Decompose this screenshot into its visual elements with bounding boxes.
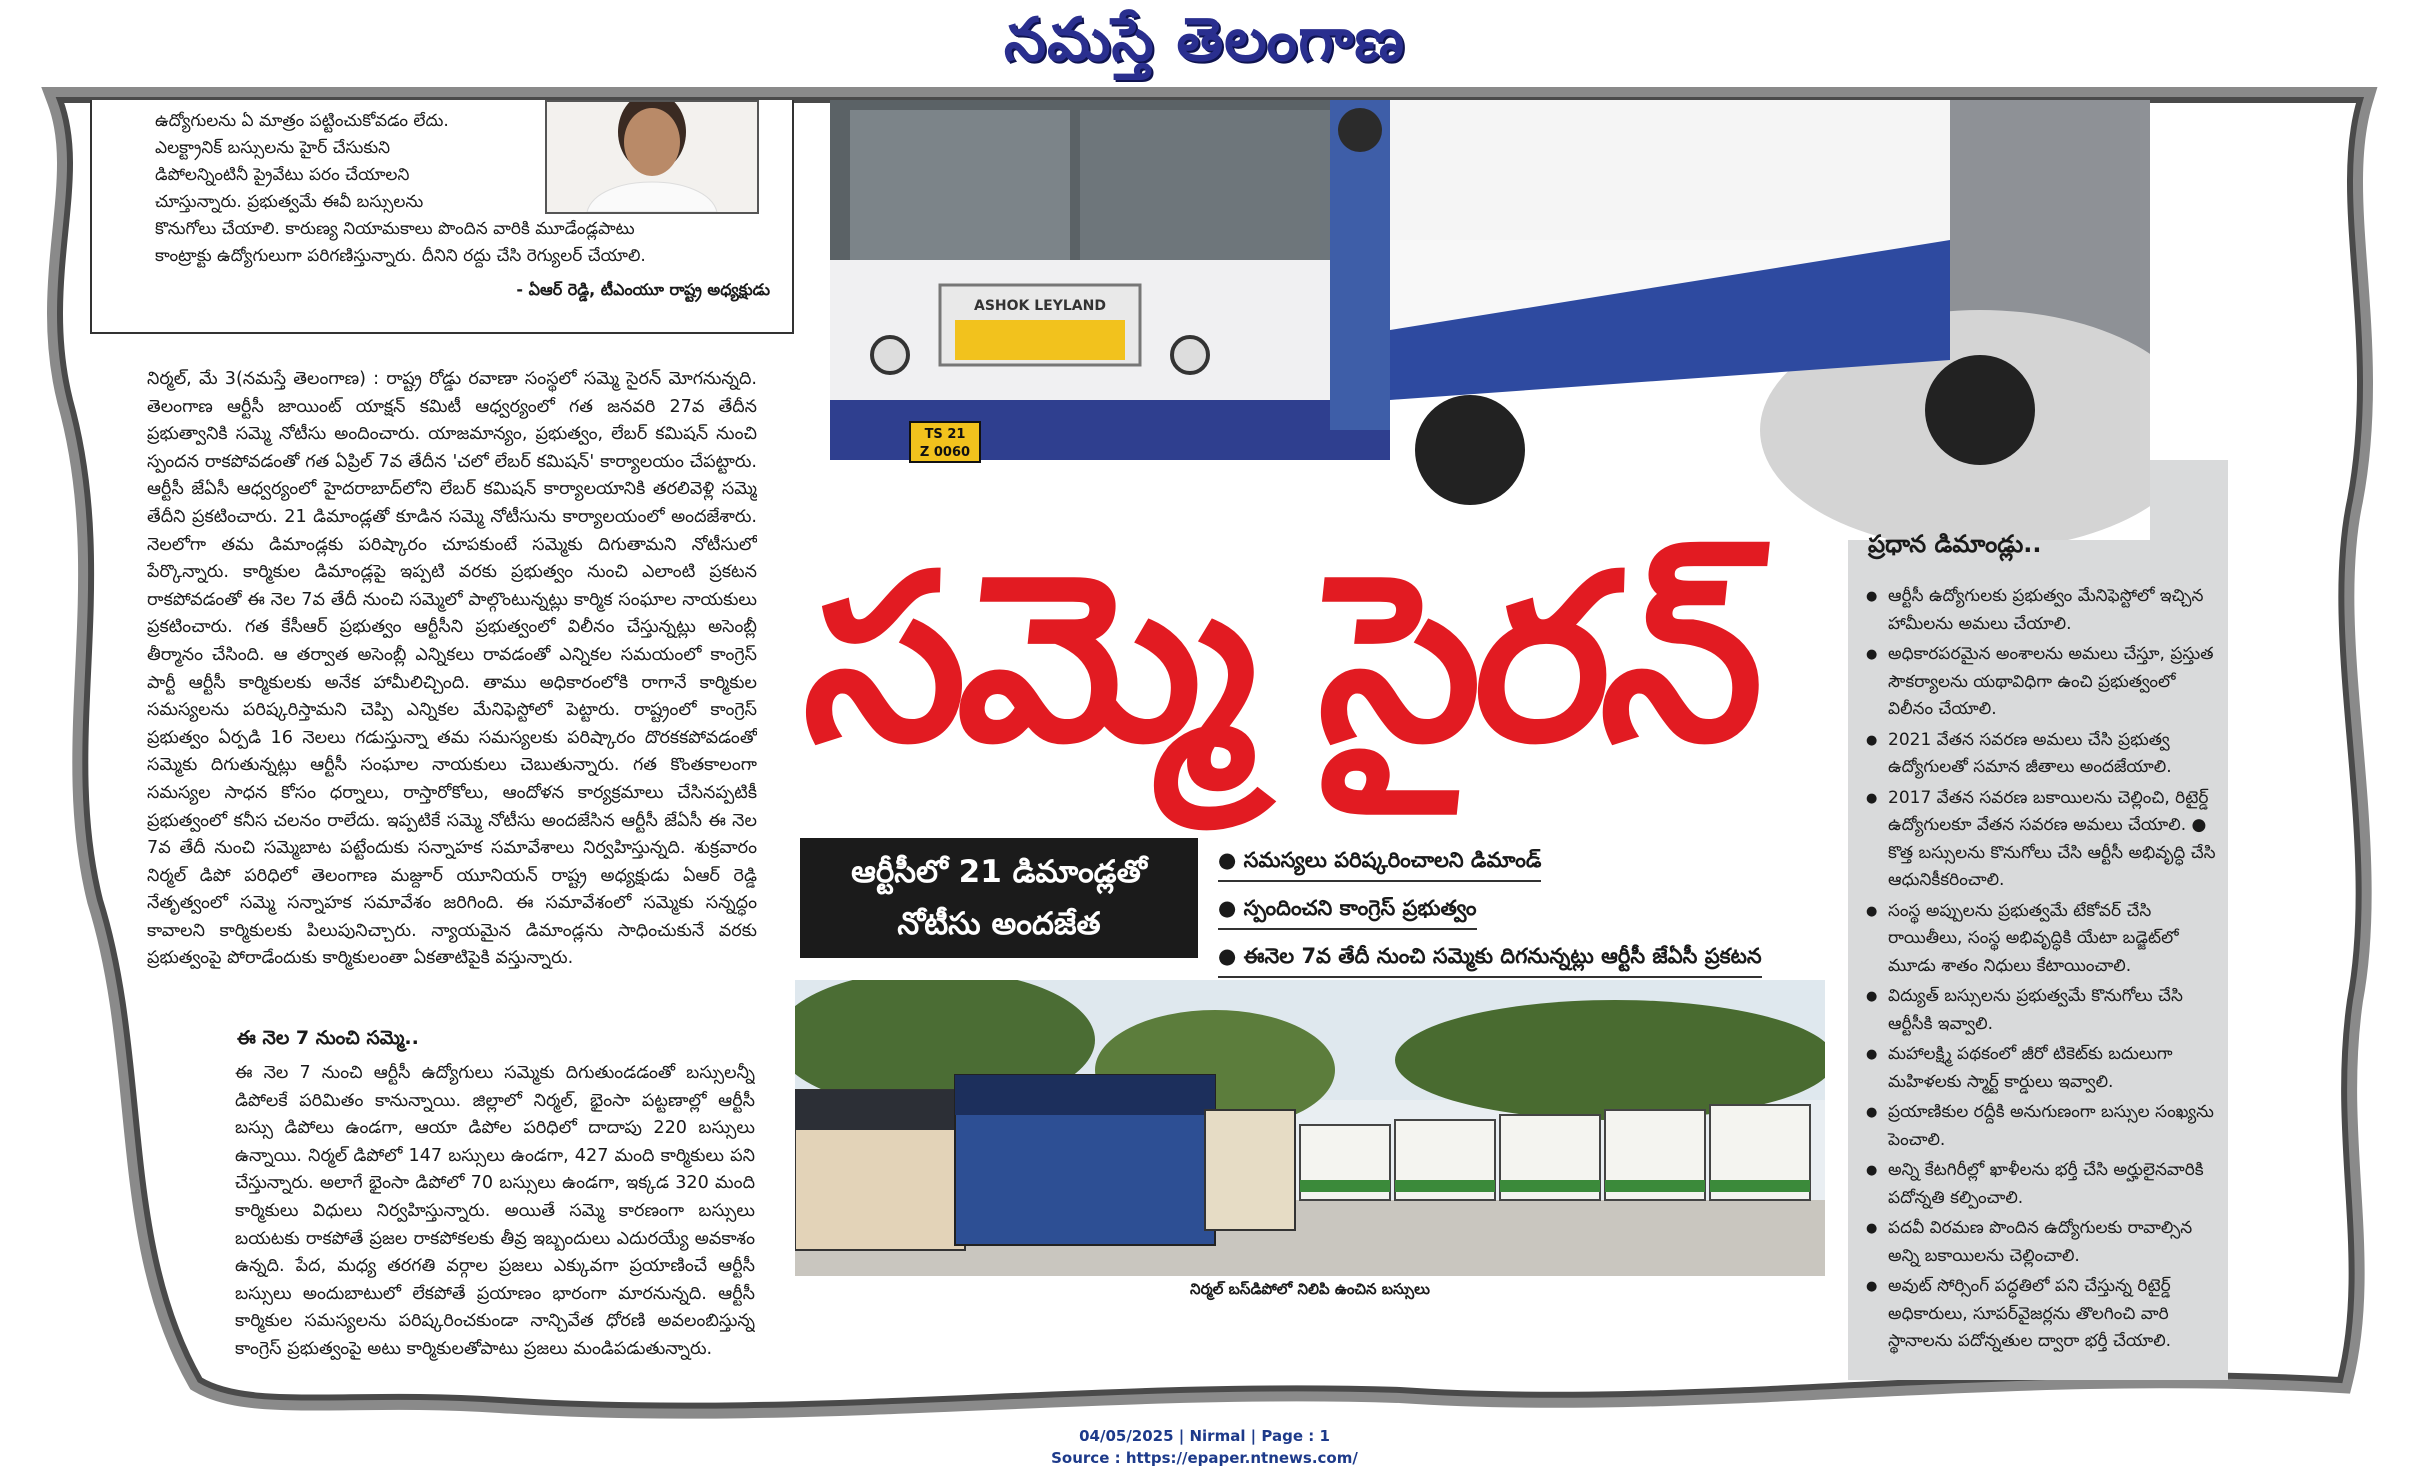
banner-line-1: ఆర్టీసీలో 21 డిమాండ్లతో xyxy=(851,854,1147,890)
demand-item: ● 2021 వేతన సవరణ అమలు చేసి ప్రభుత్వ ఉద్యోగులతో సమాన జీతాలు అందజేయాలి. xyxy=(1866,727,2216,782)
quote-line: కాంట్రాక్టు ఉద్యోగులుగా పరిగణిస్తున్నారు. దీనిని రద్దు చేసి రెగ్యులర్ చేయాలి. xyxy=(155,246,646,266)
demand-item: ● అన్ని కేటగిరీల్లో ఖాళీలను భర్తీ చేసి అర్హులైనవారికి పదోన్నతి కల్పించాలి. xyxy=(1866,1157,2216,1212)
quote-line: ఎలక్ట్రానిక్ బస్సులను హైర్ చేసుకుని xyxy=(155,138,391,158)
footer-date-edition: 04/05/2025 | Nirmal | Page : 1 xyxy=(1079,1427,1330,1445)
quote-line: చూస్తున్నారు. ప్రభుత్వమే ఈవీ బస్సులను xyxy=(155,192,424,212)
depot-photo-caption: నిర్మల్ బస్‌డిపోలో నిలిపి ఉంచిన బస్సులు xyxy=(1190,1280,1430,1298)
headline xyxy=(794,520,1808,820)
footer-source-link[interactable]: Source : https://epaper.ntnews.com/ xyxy=(1051,1449,1358,1467)
quote-line: ఉద్యోగులను ఏ మాత్రం పట్టించుకోవడం లేదు. xyxy=(155,111,449,131)
plate-line-1: TS 21 xyxy=(924,427,966,442)
depot-buses-illustration xyxy=(795,980,1825,1276)
demands-title: ప్రధాన డిమాండ్లు.. xyxy=(1868,530,2042,558)
banner-line-2: నోటీసు అందజేత xyxy=(897,906,1101,942)
demands-list xyxy=(1866,583,2216,1359)
demand-item: ● ప్రయాణికుల రద్దీకి అనుగుణంగా బస్సుల సంఖ్యను పెంచాలి. xyxy=(1866,1099,2216,1154)
quote-signature: - ఏఆర్ రెడ్డి, టీఎంయూ రాష్ట్ర అధ్యక్షుడు xyxy=(516,280,770,299)
bus-illustration xyxy=(830,100,2150,540)
demand-item: ● ఆర్టీసీ ఉద్యోగులకు ప్రభుత్వం మేనిఫెస్టోలో ఇచ్చిన హామీలను అమలు చేయాలి. xyxy=(1866,583,2216,638)
demand-item: ● మహాలక్ష్మి పథకంలో జీరో టికెట్‌కు బదులుగా మహిళలకు స్మార్ట్ కార్డులు ఇవ్వాలి. xyxy=(1866,1041,2216,1096)
demand-item: ● పదవీ విరమణ పొందిన ఉద్యోగులకు రావాల్సిన అన్ని బకాయిలను చెల్లించాలి. xyxy=(1866,1215,2216,1270)
page-footer xyxy=(0,1425,2409,1469)
quote-line: డిపోలన్నింటినీ ప్రైవేటు పరం చేయాలని xyxy=(155,165,410,185)
notice-banner xyxy=(800,838,1198,958)
demand-item: ● విద్యుత్ బస్సులను ప్రభుత్వమే కొనుగోలు చేసి ఆర్టీసీకి ఇవ్వాలి. xyxy=(1866,983,2216,1038)
masthead xyxy=(0,0,2409,80)
article-subhead: ఈ నెల 7 నుంచి సమ్మె.. xyxy=(237,1027,419,1049)
headline-text: సమ్మె సైరన్ xyxy=(794,526,1773,793)
article-body xyxy=(147,366,757,1061)
demand-item: ● అధికారపరమైన అంశాలను అమలు చేస్తూ, ప్రస్తుత సౌకర్యాలను యథావిధిగా ఉంచి ప్రభుత్వంలో విలీనం చేయాలి. xyxy=(1866,641,2216,724)
highlight-item: ● సమస్యలు పరిష్కరించాలని డిమాండ్ xyxy=(1218,840,1541,882)
demand-item: ● అవుట్ సోర్సింగ్ పద్ధతిలో పని చేస్తున్న రిటైర్డ్ అధికారులు, సూపర్‌వైజర్లను తొలగించి వారి స్థానాలను పదోన్నతుల ద్వారా భర్తీ చేయాలి. xyxy=(1866,1273,2216,1356)
bus-photo xyxy=(830,100,2150,540)
quote-line: కొనుగోలు చేయాలి. కారుణ్య నియామకాలు పొందిన వారికి మూడేండ్లపాటు xyxy=(155,219,635,239)
highlight-bullets xyxy=(1218,840,1858,984)
depot-photo xyxy=(795,980,1825,1276)
quote-text xyxy=(155,108,715,270)
demand-item: ● సంస్థ అప్పులను ప్రభుత్వమే టేకోవర్ చేసి రాయితీలు, సంస్థ అభివృద్ధికి యేటా బడ్జెట్‌లో మూడు శాతం నిధులు కేటాయించాలి. xyxy=(1866,898,2216,981)
plate-line-2: Z 0060 xyxy=(919,445,971,460)
bus-brand: ASHOK LEYLAND xyxy=(974,298,1106,314)
newspaper-title: నమస్తే తెలంగాణ xyxy=(1003,5,1406,75)
article-paragraph-1: నిర్మల్, మే 3(నమస్తే తెలంగాణ) : రాష్ట్ర రోడ్డు రవాణా సంస్థలో సమ్మె సైరన్ మోగనున్నది. తెలంగాణ ఆర్టీసీ జాయింట్ యాక్షన్ కమిటీ ఆధ్వర్యంలో గత జనవరి 27వ తేదీన ప్రభుత్వానికి సమ్మె నోటీసు అందించారు. యాజమాన్యం, ప్రభుత్వం, లేబర్ కమిషన్ నుంచి స్పందన రాకపోవడంతో గత ఏప్రిల్ 7వ తేదీన 'చలో లేబర్ కమిషన్' కార్యాలయం చేపట్టారు. ఆర్టీసీ జేఏసీ ఆధ్వర్యంలో హైదరాబాద్‌లోని లేబర్ కమిషన్ కార్యాలయానికి తరలివెళ్లి సమ్మె తేదీని ప్రకటించారు. 21 డిమాండ్లతో కూడిన సమ్మె నోటీసును కార్యాలయంలో అందజేశారు. నెలలోగా తమ డిమాండ్లకు పరిష్కారం చూపకుంటే సమ్మెకు దిగుతామని నోటీసులో పేర్కొన్నారు. కార్మికుల డిమాండ్లపై ఇప్పటి వరకు ప్రభుత్వం నుంచి ఎలాంటి ప్రకటన రాకపోవడంతో ఈ నెల 7వ తేదీ నుంచి సమ్మెలో పాల్గొంటున్నట్లు కార్మిక సంఘాల నాయకులు ప్రకటించారు. గత కేసీఆర్ ప్రభుత్వం ఆర్టీసీని ప్రభుత్వంలో విలీనం చేస్తున్నట్లు అసెంబ్లీ తీర్మానం చేసింది. ఆ తర్వాత అసెంబ్లీ ఎన్నికలు రావడంతో ఎన్నికల సమయంలో కాంగ్రెస్ పార్టీ ఆర్టీసీ కార్మికులకు అనేక హామీలిచ్చింది. తాము అధికారంలోకి రాగానే కార్మికుల సమస్యలను పరిష్కరిస్తామని చెప్పి ఎన్నికల మేనిఫెస్టోలో పెట్టారు. రాష్ట్రంలో కాంగ్రెస్ ప్రభుత్వం ఏర్పడి 16 నెలలు గడుస్తున్నా తమ సమస్యలకు పరిష్కారం దొరకకపోవడంతో సమ్మెకు దిగుతున్నట్లు ఆర్టీసీ సంఘాల నాయకులు చెబుతున్నారు. గత కొంతకాలంగా సమస్యల సాధన కోసం ధర్నాలు, రాస్తారోకోలు, ఆందోళన కార్యక్రమాలు చేసినప్పటికీ ప్రభుత్వంలో కనీస చలనం రాలేదు. ఇప్పటికే సమ్మె నోటీసు అందజేసిన ఆర్టీసీ జేఏసీ ఈ నెల 7వ తేదీ నుంచి సమ్మెబాట పట్టేందుకు సన్నాహక సమావేశాలు నిర్వహిస్తున్నది. శుక్రవారం నిర్మల్ డిపో పరిధిలో తెలంగాణ మజ్దూర్ యూనియన్ రాష్ట్ర అధ్యక్షుడు ఏఆర్ రెడ్డి నేతృత్వంలో సమ్మె సన్నాహక సమావేశం జరిగింది. ఈ సమావేశంలో సమ్మెకు సన్నద్ధం కావాలని కార్మికులకు పిలుపునిచ్చారు. న్యాయమైన డిమాండ్లను సాధించుకునే వరకు ప్రభుత్వంపై పోరాడేందుకు కార్మికులంతా ఏకతాటిపైకి వస్తున్నారు. xyxy=(147,369,757,969)
demand-item: ● 2017 వేతన సవరణ బకాయిలను చెల్లించి, రిటైర్డ్ ఉద్యోగులకూ వేతన సవరణ అమలు చేయాలి. ● కొత్త బస్సులను కొనుగోలు చేసి ఆర్టీసీ అభివృద్ధి చేసి ఆధునికీకరించాలి. xyxy=(1866,785,2216,895)
article-paragraph-2: ఈ నెల 7 నుంచి ఆర్టీసీ ఉద్యోగులు సమ్మెకు దిగుతుండడంతో బస్సులన్నీ డిపోలకే పరిమితం కానున్నాయి. జిల్లాలో నిర్మల్, భైంసా పట్టణాల్లో ఆర్టీసీ బస్సు డిపోలు ఉండగా, ఆయా డిపోల పరిధిలో దాదాపు 220 బస్సులు ఉన్నాయి. నిర్మల్ డిపోలో 147 బస్సులు ఉండగా, 427 మంది కార్మికులు పని చేస్తున్నారు. అలాగే భైంసా డిపోలో 70 బస్సులు ఉండగా, ఇక్కడ 320 మంది కార్మికులు విధులు నిర్వహిస్తున్నారు. అయితే సమ్మె కారణంగా బస్సులు బయటకు రాకపోతే ప్రజల రాకపోకలకు తీవ్ర ఇబ్బందులు ఎదురయ్యే అవకాశం ఉన్నది. పేద, మధ్య తరగతి వర్గాల ప్రజలు ఎక్కువగా ప్రయాణించే ఆర్టీసీ బస్సులు అందుబాటులో లేకపోతే ప్రయాణం భారంగా మారనున్నది. ఆర్టీసీ కార్మికుల సమస్యలను పరిష్కరించకుండా నాన్చివేత ధోరణి అవలంబిస్తున్న కాంగ్రెస్ ప్రభుత్వంపై అటు కార్మికులతోపాటు ప్రజలు మండిపడుతున్నారు. xyxy=(235,1063,755,1359)
highlight-item: ● ఈనెల 7వ తేదీ నుంచి సమ్మెకు దిగనున్నట్లు ఆర్టీసీ జేఏసీ ప్రకటన xyxy=(1218,936,1762,978)
highlight-item: ● స్పందించని కాంగ్రెస్ ప్రభుత్వం xyxy=(1218,888,1477,930)
